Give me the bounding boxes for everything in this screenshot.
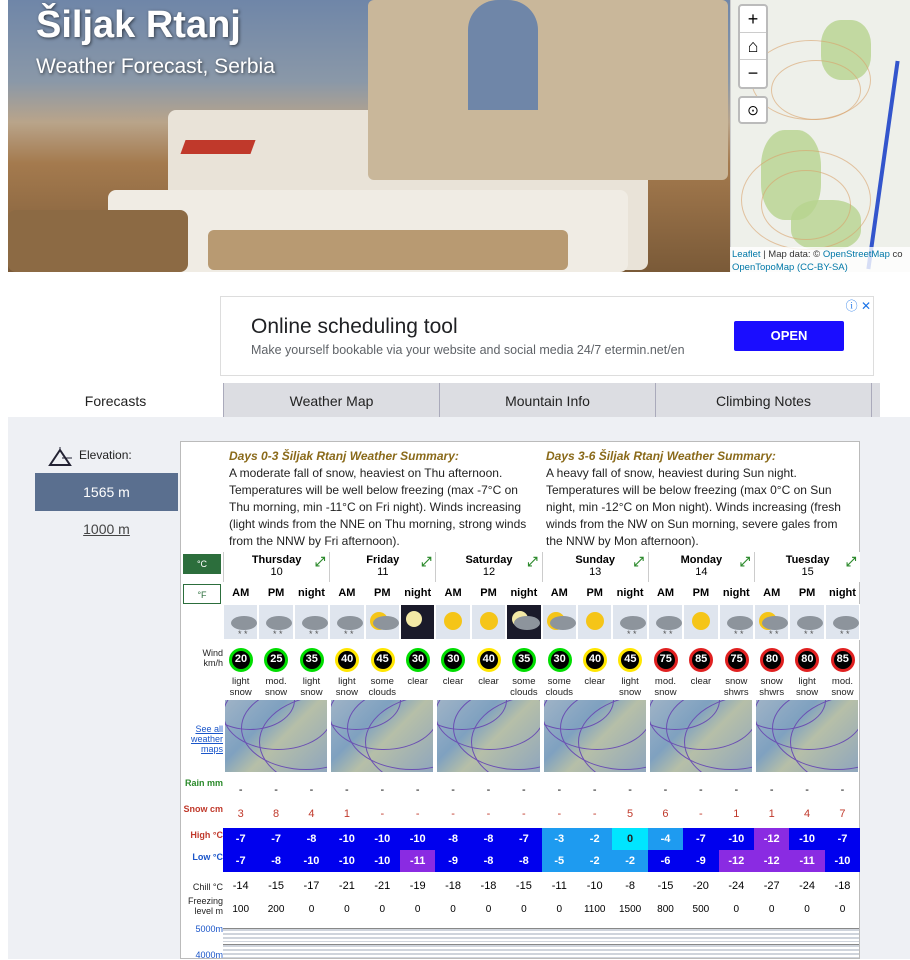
weather-description: light snow	[795, 676, 819, 698]
freezing-level-value: 200	[267, 904, 285, 915]
snow-value: -	[451, 808, 455, 820]
period-label: AM	[444, 587, 462, 599]
weather-description: light snow	[300, 676, 323, 698]
snow-cloud-icon	[612, 604, 647, 640]
period-label: PM	[374, 587, 391, 599]
period-label: PM	[267, 587, 285, 599]
snow-value: 1	[343, 808, 350, 820]
expand-icon[interactable]: ⤢	[845, 554, 857, 569]
weather-description: some clouds	[545, 676, 574, 698]
snow-value: -	[486, 808, 491, 820]
svg-text:* *: * *	[839, 629, 850, 639]
freezing-row-label: Freezing level m	[187, 896, 223, 916]
day-header	[542, 552, 648, 582]
day-header	[435, 552, 541, 582]
rain-value: -	[309, 784, 314, 796]
day-name: Tuesday	[785, 554, 830, 566]
rain-value: -	[238, 784, 243, 796]
weather-description: clear	[442, 676, 464, 687]
period-label: PM	[586, 587, 603, 599]
summary-title: Days 3-6 Šiljak Rtanj Weather Summary:	[546, 449, 776, 463]
hut-roof	[180, 140, 255, 154]
high-temp-cell: -7	[258, 828, 293, 850]
low-temp-cell: -9	[683, 850, 718, 872]
period-label: night	[722, 587, 750, 599]
high-row-label: High °C	[190, 830, 223, 840]
snow-value: 1	[733, 808, 740, 820]
day-date: 15	[801, 566, 814, 578]
chill-value: -8	[625, 880, 635, 892]
tab-mountain-info[interactable]: Mountain Info	[440, 383, 656, 417]
low-temp-cell: -8	[506, 850, 541, 872]
high-temp-cell: -10	[400, 828, 435, 850]
weather-description: light snow	[618, 676, 642, 698]
wind-speed-badge: 30	[441, 648, 465, 672]
chill-value: -19	[409, 880, 426, 892]
freezing-level-value: 0	[450, 904, 456, 915]
snow-row-label: Snow cm	[183, 804, 223, 814]
chill-value: -17	[303, 880, 320, 892]
weather-description: light snow	[229, 676, 252, 698]
low-temp-cell: -6	[648, 850, 683, 872]
weather-description: light snow	[335, 676, 358, 698]
ad-open-button[interactable]: OPEN	[734, 321, 844, 351]
freezing-level-value: 0	[839, 904, 846, 915]
low-row-label: Low °C	[192, 852, 223, 862]
wind-speed-badge: 80	[795, 648, 819, 672]
freezing-level-value: 0	[308, 904, 315, 915]
weather-map-thumbnail[interactable]	[331, 700, 433, 772]
forecast-table	[180, 441, 860, 959]
day-name: Monday	[680, 554, 723, 566]
svg-text:* *: * *	[627, 629, 637, 639]
zoom-in-button[interactable]: +	[740, 6, 766, 33]
wind-speed-badge: 35	[300, 648, 324, 672]
summary-text: A heavy fall of snow, heaviest during Sun night. Temperatures will be below freezing (max 0°C on Sun night, min -12°C on Mon night). Winds increasing (fresh winds from the NW on Sun morning, severe gales from the NNW by Mon afternoon).	[546, 466, 841, 548]
chill-value: -20	[692, 880, 709, 892]
sun-icon	[577, 604, 612, 640]
ad-banner[interactable]	[220, 296, 874, 376]
day-date: 13	[589, 566, 602, 578]
weather-description: mod. snow	[831, 676, 854, 698]
altitude-4000-label: 4000m	[195, 950, 223, 960]
weather-description: snow shwrs	[723, 676, 749, 698]
freezing-level-value: 0	[521, 904, 527, 915]
sun-cloud-icon	[542, 604, 577, 640]
chill-value: -18	[834, 880, 851, 892]
snow-value: 1	[768, 808, 775, 820]
period-label: night	[510, 587, 538, 599]
rain-value: -	[486, 784, 491, 796]
period-label: AM	[656, 587, 675, 599]
freezing-level-value: 0	[414, 904, 421, 915]
map-zoom-control	[738, 4, 768, 89]
osm-link[interactable]: OpenStreetMap	[822, 249, 890, 260]
zoom-out-button[interactable]: −	[747, 63, 759, 83]
wind-speed-badge: 30	[406, 648, 430, 672]
snow-value: -	[522, 808, 526, 820]
low-temp-cell: -8	[471, 850, 506, 872]
weather-description: clear	[478, 676, 499, 687]
freezing-level-value: 0	[556, 904, 563, 915]
tab-climbing-notes[interactable]: Climbing Notes	[656, 383, 872, 417]
svg-text:* *: * *	[769, 629, 779, 639]
svg-text:* *: * *	[273, 629, 283, 639]
svg-text:* *: * *	[733, 629, 744, 639]
page-title: Šiljak Rtanj	[36, 4, 241, 46]
chill-value: -10	[586, 880, 603, 892]
page-subtitle: Weather Forecast, Serbia	[36, 55, 275, 78]
rain-value: -	[628, 784, 632, 796]
period-label: night	[616, 587, 644, 599]
rain-value: -	[840, 784, 845, 796]
leaflet-link[interactable]: Leaflet	[732, 249, 761, 260]
sun-snow-cloud-icon	[754, 604, 789, 640]
low-temp-cell: -11	[789, 850, 824, 872]
wind-speed-badge: 40	[335, 648, 359, 672]
map-road	[866, 61, 899, 270]
locate-icon[interactable]: ⊙	[738, 96, 768, 124]
weather-description: some clouds	[368, 676, 397, 698]
day-date: 10	[270, 566, 283, 578]
high-temp-cell: -10	[789, 828, 824, 850]
freezing-level-value: 0	[768, 904, 775, 915]
wind-row-label: Wind km/h	[202, 648, 223, 668]
snow-value: -	[557, 808, 562, 820]
home-icon[interactable]: ⌂	[740, 33, 766, 60]
ad-close-icon[interactable]: ⓘ ✕	[845, 299, 871, 313]
high-temp-cell: -12	[754, 828, 789, 850]
day-name: Sunday	[575, 554, 616, 566]
wind-speed-badge: 45	[618, 648, 642, 672]
day-name: Friday	[366, 554, 400, 566]
freezing-level-value: 1100	[583, 904, 606, 915]
snow-value: 6	[662, 808, 669, 820]
snow-value: 8	[273, 808, 280, 820]
day-header	[329, 552, 435, 582]
moon-icon	[400, 604, 435, 640]
weather-map-thumbnail[interactable]	[544, 700, 646, 772]
wind-speed-badge: 45	[371, 648, 395, 672]
snow-cloud-icon	[294, 604, 329, 640]
chill-value: -21	[338, 880, 355, 892]
svg-text:* *: * *	[238, 629, 248, 639]
low-temp-cell: -12	[754, 850, 789, 872]
wind-speed-badge: 35	[512, 648, 536, 672]
freezing-level-value: 0	[804, 904, 810, 915]
altitude-bar	[223, 944, 859, 958]
low-temp-cell: -10	[329, 850, 364, 872]
tab-weather-map[interactable]: Weather Map	[223, 383, 440, 417]
wind-speed-badge: 85	[689, 648, 713, 672]
wind-speed-badge: 85	[831, 648, 855, 672]
rain-value: -	[274, 784, 278, 796]
chill-value: -21	[374, 880, 391, 892]
high-temp-cell: -7	[223, 828, 258, 850]
map-attribution: Leaflet | Map data: © OpenStreetMap co OpenTopoMap (CC-BY-SA)	[730, 247, 910, 275]
day-date: 11	[377, 566, 389, 578]
rain-value: -	[451, 784, 455, 796]
rain-value: -	[663, 784, 668, 796]
wind-speed-badge: 25	[264, 648, 288, 672]
high-temp-cell: -4	[648, 828, 683, 850]
wind-speed-badge: 30	[548, 648, 572, 672]
period-label: night	[298, 587, 325, 599]
svg-text:* *: * *	[344, 629, 354, 639]
high-temp-cell: 0	[612, 828, 647, 850]
chill-value: -18	[480, 880, 497, 892]
elevation-other-link[interactable]: 1000 m	[83, 521, 130, 537]
freezing-level-value: 0	[733, 904, 740, 915]
unit-celsius-button[interactable]: °C	[183, 554, 221, 574]
hero-photo	[8, 0, 730, 272]
low-temp-cell: -9	[435, 850, 470, 872]
low-temp-cell: -2	[577, 850, 612, 872]
high-temp-cell: -7	[506, 828, 541, 850]
snow-value: -	[699, 808, 703, 820]
low-temp-cell: -12	[719, 850, 754, 872]
high-temp-cell: -8	[471, 828, 506, 850]
low-temp-cell: -7	[223, 850, 258, 872]
weather-description: clear	[690, 676, 712, 687]
freezing-level-value: 0	[344, 904, 350, 915]
weather-description: mod. snow	[264, 676, 288, 698]
expand-icon[interactable]: ⤢	[739, 554, 750, 569]
chill-value: -27	[763, 880, 780, 892]
elevation-active[interactable]: 1565 m	[35, 473, 178, 511]
rain-value: -	[592, 784, 597, 796]
high-temp-cell: -3	[542, 828, 577, 850]
rain-value: -	[699, 784, 703, 796]
sun-cloud-icon	[365, 604, 400, 640]
chill-value: -24	[728, 880, 745, 892]
high-temp-cell: -7	[683, 828, 718, 850]
snow-cloud-icon	[719, 604, 754, 640]
snow-cloud-icon	[223, 604, 258, 640]
rain-value: -	[769, 784, 774, 796]
rain-value: -	[805, 784, 809, 796]
wind-speed-badge: 75	[725, 648, 749, 672]
period-label: AM	[763, 587, 781, 599]
weather-map-thumbnail[interactable]	[437, 700, 539, 772]
snow-value: 7	[839, 808, 846, 820]
snow-cloud-icon	[258, 604, 293, 640]
day-header	[754, 552, 860, 582]
period-label: AM	[550, 587, 568, 599]
snow-cloud-icon	[329, 604, 364, 640]
summary-text: A moderate fall of snow, heaviest on Thu afternoon. Temperatures will be well below freezing (max -7°C on Thu morning, min -11°C on Fri night). Winds increasing (light winds from the NNE on Thu morning, strong winds from the NNW by Fri afternoon).	[229, 466, 527, 548]
chill-value: -18	[445, 880, 462, 892]
period-label: PM	[798, 587, 816, 599]
low-temp-cell: -10	[294, 850, 329, 872]
svg-text:* *: * *	[308, 629, 319, 639]
ad-title[interactable]: Online scheduling tool	[251, 315, 458, 338]
unit-fahrenheit-button[interactable]: °F	[183, 584, 221, 604]
period-label: night	[829, 587, 856, 599]
rain-value: -	[557, 784, 562, 796]
sun-icon	[683, 604, 718, 640]
svg-text:* *: * *	[804, 629, 814, 639]
moon-cloud-icon	[506, 604, 541, 640]
snow-value: -	[380, 808, 385, 820]
period-label: night	[404, 587, 432, 599]
day-date: 12	[482, 566, 496, 578]
rain-value: -	[522, 784, 526, 796]
snow-value: 3	[237, 808, 244, 820]
wind-speed-badge: 80	[760, 648, 784, 672]
low-temp-cell: -2	[612, 850, 647, 872]
chill-value: -15	[268, 880, 285, 892]
expand-icon[interactable]: ⤢	[633, 554, 644, 569]
chill-value: -24	[799, 880, 816, 892]
wind-speed-badge: 20	[229, 648, 253, 672]
day-name: Saturday	[465, 554, 513, 566]
high-temp-cell: -10	[719, 828, 754, 850]
period-label: PM	[692, 587, 710, 599]
low-temp-cell: -8	[258, 850, 293, 872]
altitude-5000-label: 5000m	[195, 924, 223, 934]
snow-value: -	[415, 808, 420, 820]
freezing-level-value: 500	[692, 904, 710, 915]
chill-value: -14	[232, 880, 249, 892]
chill-row-label: Chill °C	[192, 882, 223, 892]
weather-description: clear	[407, 676, 428, 687]
snow-value: -	[592, 808, 597, 820]
weather-description: snow shwrs	[759, 676, 785, 698]
see-all-maps-link[interactable]: See all weather maps	[190, 724, 223, 754]
sun-icon	[471, 604, 506, 640]
rain-value: -	[380, 784, 385, 796]
rain-value: -	[345, 784, 349, 796]
high-temp-cell: -8	[294, 828, 329, 850]
wind-speed-badge: 40	[583, 648, 607, 672]
snow-value: 4	[308, 808, 315, 820]
freezing-level-value: 0	[379, 904, 386, 915]
weather-map-thumbnail[interactable]	[650, 700, 752, 772]
weather-description: clear	[584, 676, 605, 687]
snow-value: 4	[804, 808, 811, 820]
freezing-level-value: 1500	[618, 904, 642, 915]
day-name: Thursday	[251, 554, 302, 566]
high-temp-cell: -7	[825, 828, 860, 850]
summary-title: Days 0-3 Šiljak Rtanj Weather Summary:	[229, 449, 459, 463]
summary-days-0-3	[229, 448, 539, 550]
low-temp-cell: -5	[542, 850, 577, 872]
day-header	[648, 552, 754, 582]
freezing-level-value: 800	[657, 904, 674, 915]
expand-icon[interactable]: ⤢	[314, 554, 326, 569]
weather-map-thumbnail[interactable]	[225, 700, 327, 772]
weather-map-thumbnail[interactable]	[756, 700, 858, 772]
high-temp-cell: -2	[577, 828, 612, 850]
chill-value: -15	[515, 880, 532, 892]
tab-forecasts[interactable]: Forecasts	[8, 383, 223, 417]
low-temp-cell: -11	[400, 850, 435, 872]
snow-cloud-icon	[789, 604, 824, 640]
mountain-icon	[48, 447, 72, 472]
high-temp-cell: -10	[365, 828, 400, 850]
svg-text:* *: * *	[662, 629, 673, 639]
rain-value: -	[415, 784, 420, 796]
weather-description: some clouds	[510, 676, 538, 698]
chill-value: -11	[551, 880, 567, 892]
elevation-label: Elevation:	[79, 448, 132, 462]
period-label: AM	[232, 587, 250, 599]
altitude-bar	[223, 928, 859, 942]
sun-icon	[435, 604, 470, 640]
freezing-level-value: 0	[485, 904, 492, 915]
period-label: PM	[480, 587, 497, 599]
tab-bar	[8, 383, 880, 417]
day-date: 14	[695, 566, 708, 578]
wind-speed-badge: 75	[654, 648, 678, 672]
rain-row-label: Rain mm	[184, 778, 223, 788]
day-header	[223, 552, 329, 582]
ad-subtitle[interactable]: Make yourself bookable via your website and social media 24/7 etermin.net/en	[251, 343, 685, 357]
low-temp-cell: -10	[825, 850, 860, 872]
summary-days-3-6	[546, 448, 856, 550]
rain-value: -	[734, 784, 739, 796]
expand-icon[interactable]: ⤢	[420, 554, 432, 569]
freezing-level-value: 100	[232, 904, 250, 915]
chill-value: -15	[657, 880, 674, 892]
snow-cloud-icon	[648, 604, 683, 640]
snow-value: 5	[627, 808, 634, 820]
high-temp-cell: -10	[329, 828, 364, 850]
weather-description: mod. snow	[654, 676, 677, 698]
opentopomap-link[interactable]: OpenTopoMap (CC-BY-SA)	[732, 262, 848, 273]
snow-cloud-icon	[825, 604, 860, 640]
high-temp-cell: -8	[435, 828, 470, 850]
low-temp-cell: -10	[365, 850, 400, 872]
wind-speed-badge: 40	[477, 648, 501, 672]
expand-icon[interactable]: ⤢	[527, 554, 538, 569]
period-label: AM	[338, 587, 356, 599]
